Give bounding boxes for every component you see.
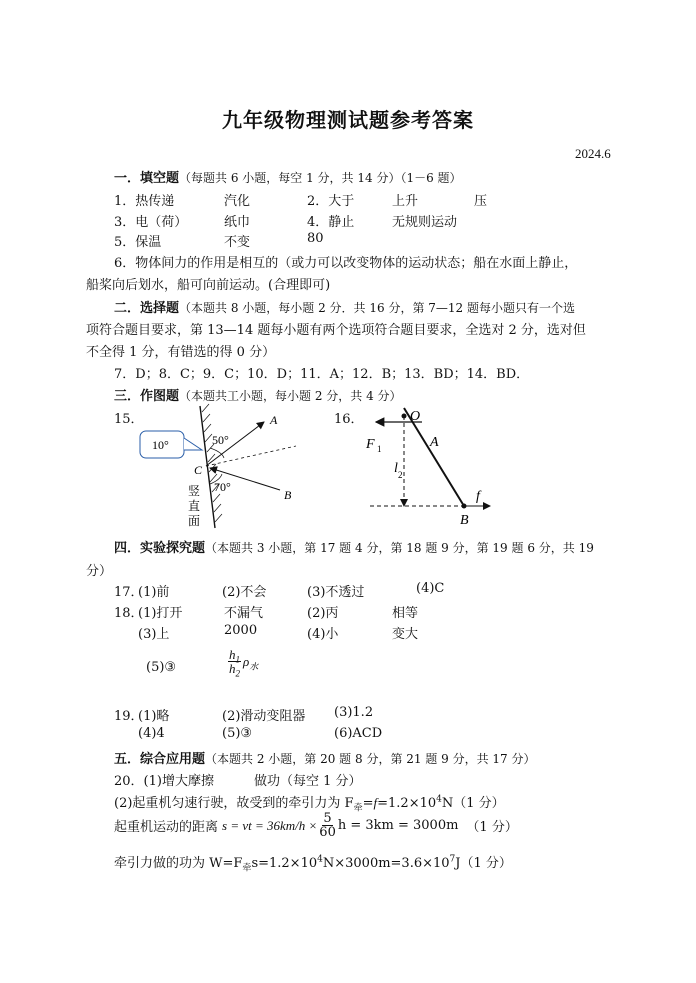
q18-num: 18．	[114, 606, 144, 621]
section-1-note: （每题共 6 小题，每空 1 分，共 14 分）（1－6 题）	[179, 171, 462, 185]
s2-answers: 7．D；8．C；9．C；10．D；11．A；12．B；13．BD；14．BD．	[114, 367, 530, 382]
q20-line4: 牵引力做的功为 $W=F_牵s=1.2\times 10^4N\times 3000m=3.6\times 10^7J(1$ 分）	[114, 854, 512, 874]
s1-r1c5: 压	[474, 194, 488, 209]
q18-b4: 变大	[392, 627, 419, 642]
label-O: O	[410, 409, 421, 424]
q20-line2: (2)起重机匀速行驶，故受到的牵引力为 $F_牵=f=1.2\times 10^4N(1$ 分）	[114, 794, 505, 814]
pivot-O	[402, 414, 407, 419]
q18-rho: $\rho_水$	[243, 653, 259, 672]
angle-50: 50°	[212, 433, 229, 447]
q18-a4: 相等	[392, 606, 419, 621]
s1-r2c2: 纸巾	[224, 215, 251, 230]
s1-r2c1: 3．电（荷）	[114, 215, 188, 230]
point-B-dot	[462, 504, 467, 509]
section-2-header	[114, 297, 575, 316]
q19-a2: (2)滑动变阻器	[222, 709, 306, 724]
s1-q6-line2: 船桨向后划水，船可向前运动。(合理即可)	[86, 278, 331, 293]
q17-num: 17．	[114, 585, 144, 600]
section-4-note: （本题共 3 小题，第 17 题 4 分，第 18 题 9 分，第 19 题 6 分，共 19	[205, 541, 594, 555]
q17-a1: (1)前	[138, 585, 170, 600]
page-title: 九年级物理测试题参考答案	[222, 108, 474, 132]
label-l-sub: 2	[398, 470, 403, 480]
q18-a2: 不漏气	[224, 606, 264, 621]
q20-b: 做功（每空 1 分）	[254, 774, 362, 789]
section-5-note: （本题共 2 小题，第 20 题 8 分，第 21 题 9 分，共 17 分）	[205, 752, 536, 766]
q18-b3: (4)小	[307, 627, 339, 642]
point-A: A	[270, 413, 278, 427]
wall-label-2: 直	[188, 499, 201, 513]
q17-a2: (2)不会	[222, 585, 267, 600]
q18-c1: (5)③	[146, 660, 177, 675]
q15-number: 15．	[114, 412, 144, 427]
point-C: C	[194, 463, 203, 477]
q18-b2: 2000	[224, 623, 258, 638]
s1-r1c4: 上升	[392, 194, 419, 209]
s1-r1c2: 汽化	[224, 194, 251, 209]
q20-a: 20．(1)增大摩擦	[114, 774, 214, 789]
s1-r3c1: 5．保温	[114, 235, 162, 250]
figure-16-lever	[360, 402, 500, 530]
section-5-heading: 五．综合应用题	[114, 752, 206, 767]
arc-50	[210, 448, 224, 458]
s1-r2c4: 无规则运动	[392, 215, 458, 230]
point-B: B	[284, 488, 292, 502]
q18-fraction	[228, 647, 241, 679]
angle-70: 70°	[214, 480, 231, 494]
s1-r3c3: 80	[307, 231, 324, 246]
callout-angle: 10°	[152, 438, 169, 452]
q19-a3: (3)1.2	[334, 705, 374, 720]
label-f: f	[476, 489, 480, 504]
s1-r1c1: 1．热传递	[114, 194, 175, 209]
q20-fraction: $\frac{5}{60}$	[319, 811, 336, 840]
q17-a3: (3)不透过	[307, 585, 365, 600]
section-2-heading: 二．选择题	[114, 301, 180, 316]
s1-r1c3: 2．大于	[307, 194, 355, 209]
section-4-heading: 四．实验探究题	[114, 541, 206, 556]
q19-b3: (6)ACD	[334, 726, 383, 741]
label-A: A	[430, 435, 439, 450]
s4-line2: 分）	[86, 564, 113, 579]
q20-line3: 起重机运动的距离 s = vt = 36km/h × $\frac{5}{60}$ h = 3km = 3000m （1 分）	[114, 811, 518, 840]
section-1-heading: 一．填空题	[114, 171, 180, 186]
s2-line3: 不全得 1 分，有错选的得 0 分）	[86, 345, 276, 360]
q16-number: 16．	[334, 412, 364, 427]
q18-b1: (3)上	[138, 627, 170, 642]
q19-b1: (4)4	[138, 726, 165, 741]
section-2-note: （本题共 8 小题，每小题 2 分．共 16 分，第 7—12 题每小题只有一个选	[179, 301, 575, 315]
section-3-heading: 三．作图题	[114, 389, 180, 404]
label-F-sub: 1	[377, 444, 382, 454]
q19-b2: (5)③	[222, 726, 253, 741]
section-1-header	[114, 167, 462, 186]
label-B: B	[460, 513, 469, 528]
section-4-header	[114, 537, 594, 556]
figure-15-reflection	[130, 400, 300, 530]
wall-label-3: 面	[188, 514, 201, 528]
q19-a1: (1)略	[138, 709, 170, 724]
mirror-line	[200, 406, 215, 528]
q17-a4: (4)C	[416, 581, 445, 596]
wall-label-1: 竖	[188, 484, 201, 498]
s1-r2c3: 4．静止	[307, 215, 355, 230]
s1-r3c2: 不变	[224, 235, 251, 250]
date: 2024.6	[575, 146, 611, 161]
section-5-header	[114, 748, 536, 767]
q18-frac-num: $h_1$	[229, 647, 240, 665]
q18-a1: (1)打开	[138, 606, 183, 621]
s1-q6-line1: 6．物体间力的作用是相互的（或力可以改变物体的运动状态；船在水面上静止，	[114, 256, 578, 271]
section-3-note: （本题共工小题，每小题 2 分，共 4 分）	[179, 389, 402, 403]
q18-frac-den: $h_2$	[229, 661, 240, 679]
callout-pointer	[184, 438, 202, 450]
q18-formula	[226, 647, 259, 679]
q18-a3: (2)丙	[307, 606, 339, 621]
s2-line2: 项符合题目要求，第 13—14 题每小题有两个选项符合题目要求，全选对 2 分，选对但	[86, 323, 586, 338]
q19-num: 19．	[114, 709, 144, 724]
label-l: l	[394, 461, 398, 476]
label-F: F	[366, 437, 375, 452]
